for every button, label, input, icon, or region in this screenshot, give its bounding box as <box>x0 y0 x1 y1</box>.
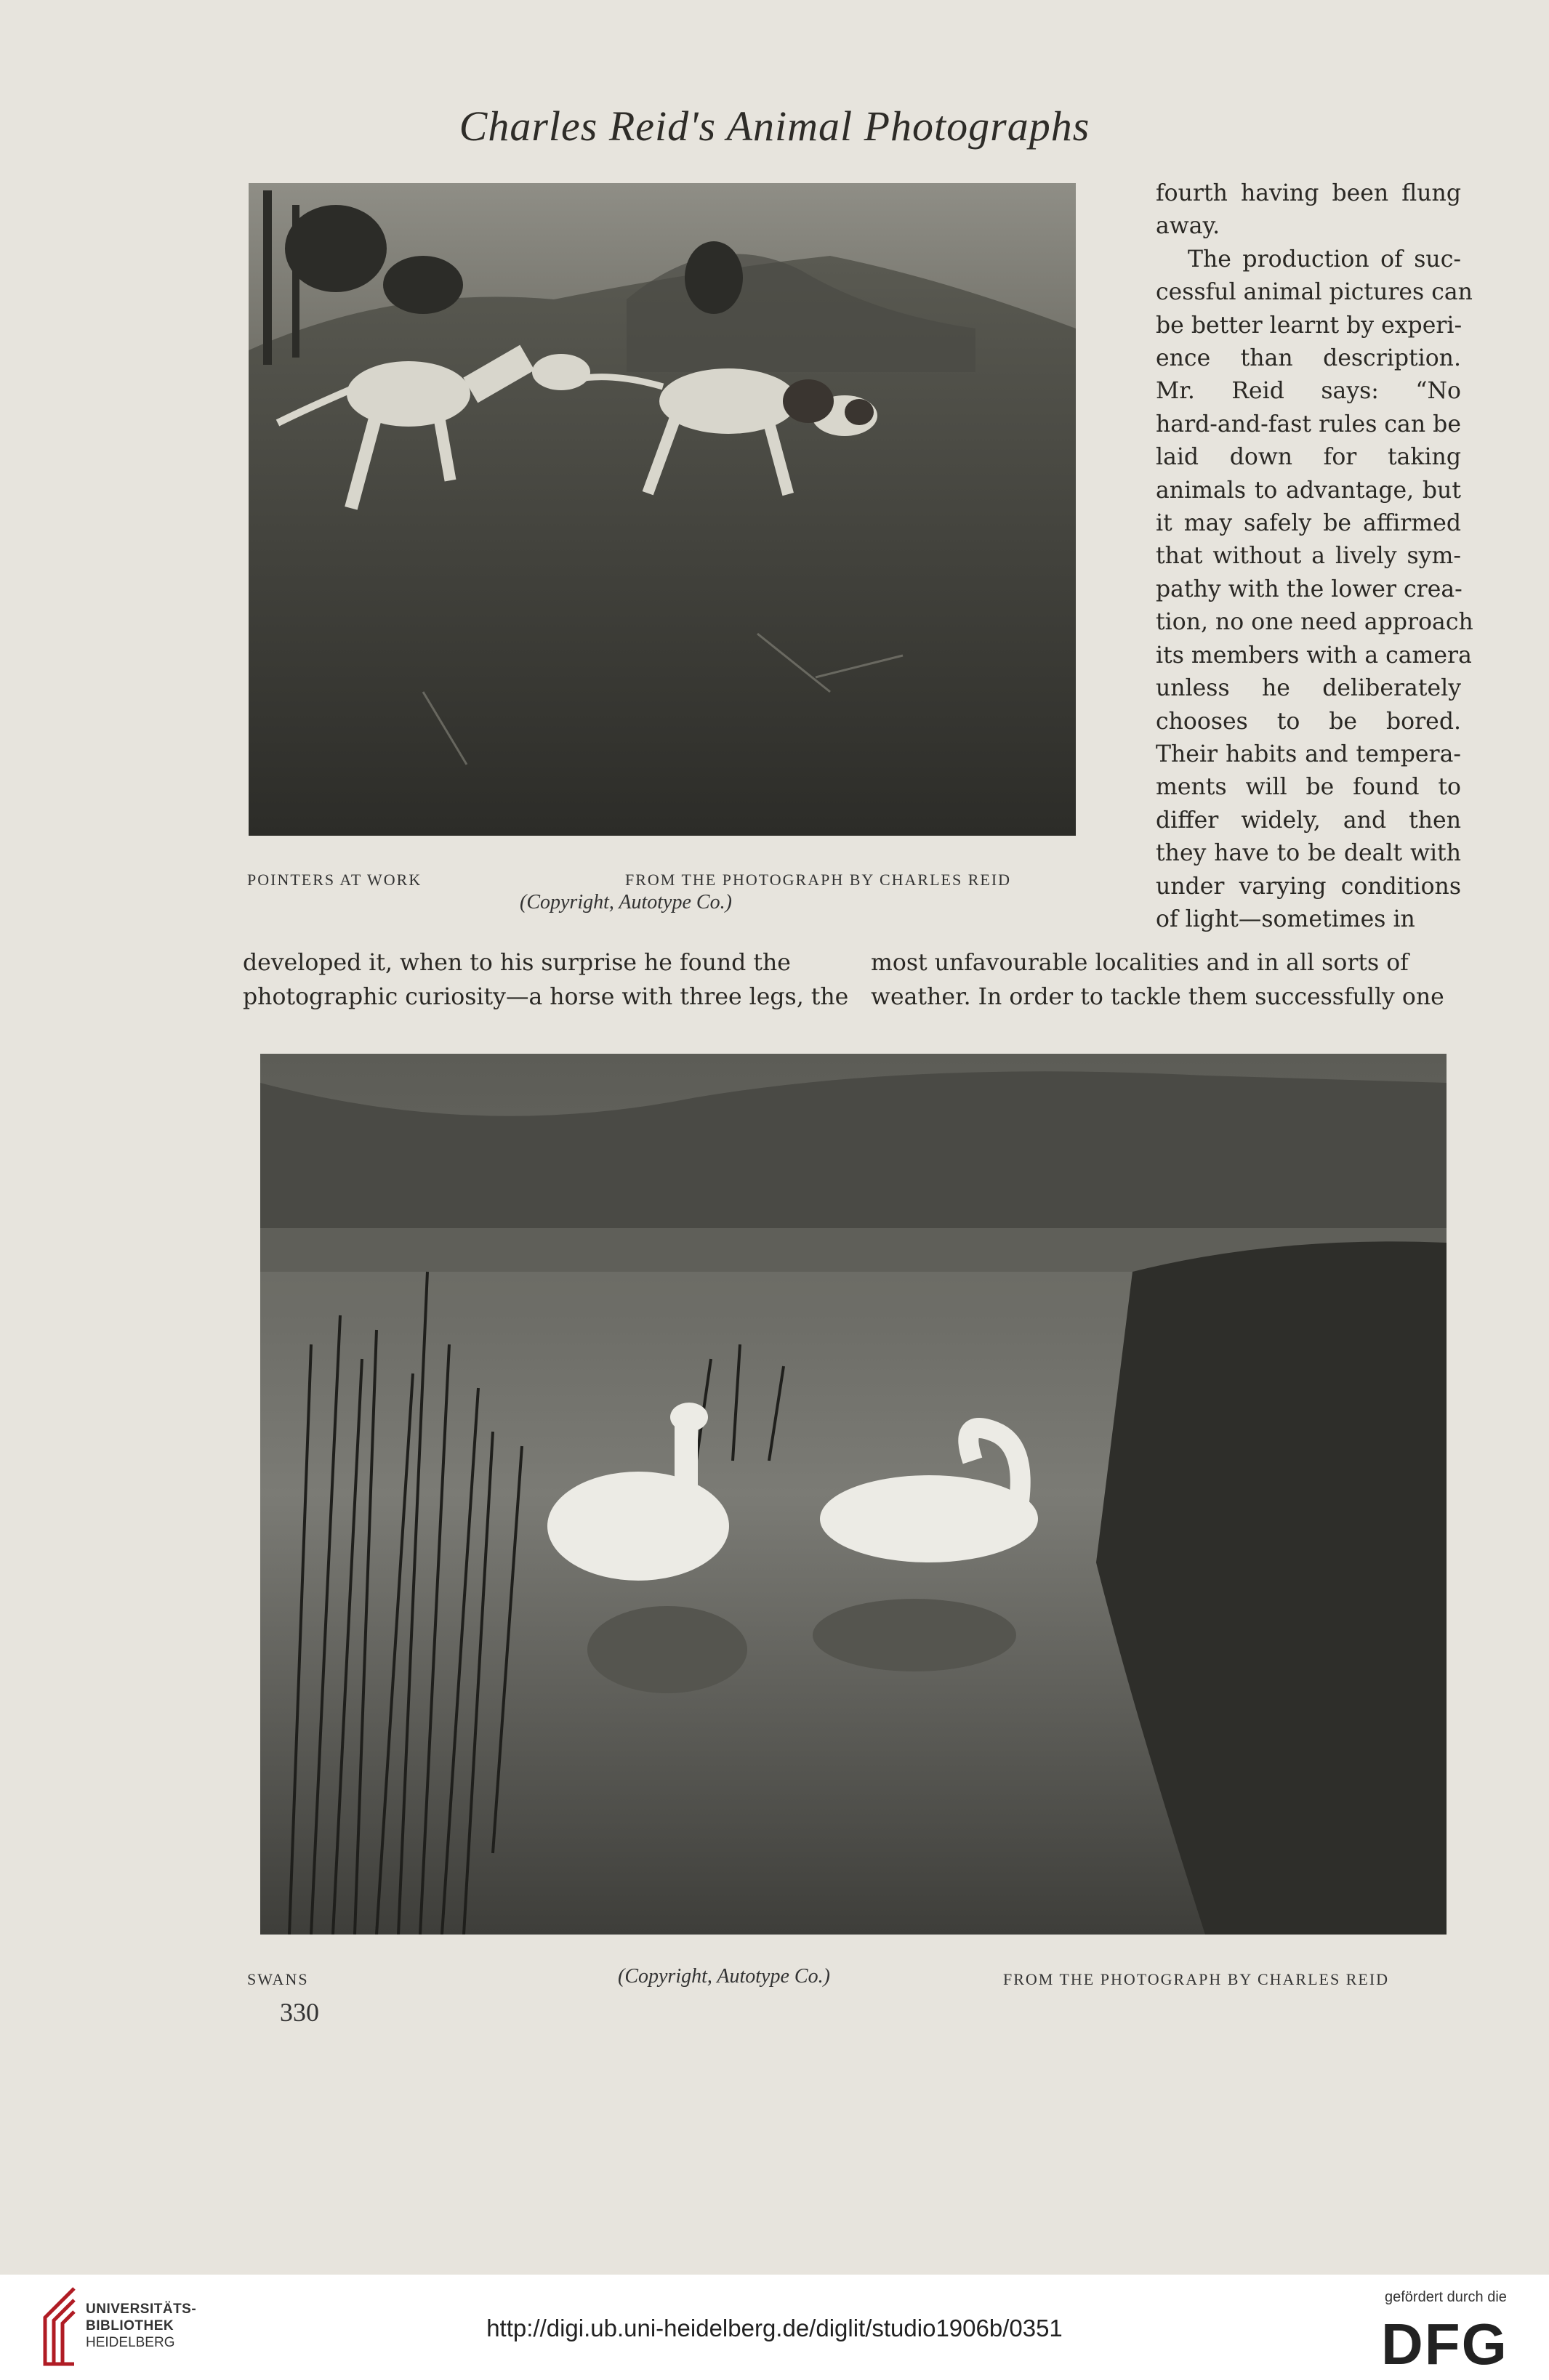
caption-pointers-copyright: (Copyright, Autotype Co.) <box>520 891 732 913</box>
photo-pointers <box>249 183 1076 836</box>
library-name-line3: HEIDELBERG <box>86 2335 175 2350</box>
caption-swans-credit: FROM THE PHOTOGRAPH BY CHARLES REID <box>1003 1970 1390 1988</box>
running-head: Charles Reid's Animal Photographs <box>459 102 1090 150</box>
right-column-line: cessful animal pictures can <box>1156 279 1473 306</box>
right-column-line: The production of suc- <box>1188 246 1461 273</box>
swans-photo-drawing <box>260 1054 1447 1935</box>
right-column-line: tion, no one need approach <box>1156 609 1473 636</box>
right-column-line: laid down for taking <box>1156 444 1461 471</box>
right-column-line: of light—sometimes in <box>1156 905 1415 932</box>
right-column-line: Their habits and tempera- <box>1156 741 1461 767</box>
right-column-line: ments will be found to <box>1156 774 1461 801</box>
funding-note: gefördert durch die <box>1385 2289 1507 2305</box>
pointers-photo-drawing <box>249 183 1076 836</box>
right-column-line: ence than description. <box>1156 345 1461 372</box>
caption-pointers-credit: FROM THE PHOTOGRAPH BY CHARLES REID <box>625 871 1012 889</box>
right-column-line: hard-and-fast rules can be <box>1156 411 1461 437</box>
caption-swans-copyright: (Copyright, Autotype Co.) <box>618 1965 830 1988</box>
right-column-line: that without a lively sym- <box>1156 543 1461 570</box>
body-line-right-1: most unfavourable localities and in all sorts of <box>871 950 1409 976</box>
right-column-line: chooses to be bored. <box>1156 708 1461 735</box>
library-name-line2: BIBLIOTHEK <box>86 2318 174 2333</box>
photo-swans <box>260 1054 1447 1935</box>
right-column-line: unless he deliberately <box>1156 675 1461 702</box>
body-line-left-1: developed it, when to his surprise he found the <box>243 950 791 976</box>
right-column-line: under varying conditions <box>1156 873 1461 900</box>
caption-swans-title: SWANS <box>247 1970 309 1988</box>
right-column-line: its members with a camera <box>1156 642 1472 669</box>
right-column-line: fourth having been flung <box>1156 180 1461 206</box>
right-column-line: away. <box>1156 213 1220 240</box>
right-column-line: be better learnt by experi- <box>1156 312 1463 339</box>
right-column-line: differ widely, and then <box>1156 807 1461 834</box>
body-line-right-2: weather. In order to tackle them successfully one <box>871 984 1444 1010</box>
dfg-logo: DFG <box>1381 2312 1508 2376</box>
right-column-line: pathy with the lower crea- <box>1156 576 1463 602</box>
library-name-line1: UNIVERSITÄTS- <box>86 2302 197 2317</box>
body-line-left-2: photographic curiosity—a horse with three legs, the <box>243 984 849 1010</box>
source-url[interactable]: http://digi.ub.uni-heidelberg.de/diglit/studio1906b/0351 <box>486 2315 1063 2341</box>
page-number: 330 <box>280 1998 319 2027</box>
right-column-line: animals to advantage, but <box>1156 477 1461 504</box>
right-column-text <box>1156 177 1473 936</box>
right-column-line: Mr. Reid says: “No <box>1156 378 1461 405</box>
right-column-line: it may safely be affirmed <box>1156 510 1461 537</box>
right-column-line: they have to be dealt with <box>1156 840 1461 867</box>
caption-pointers-title: POINTERS AT WORK <box>247 871 422 889</box>
